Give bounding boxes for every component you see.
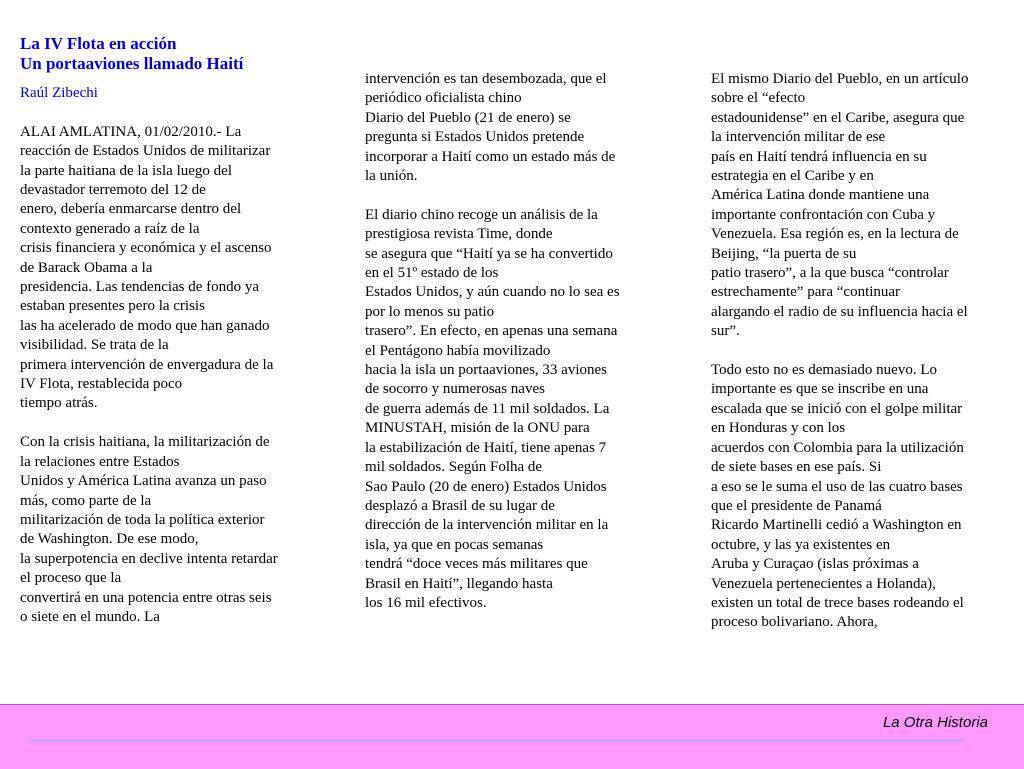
column-3-body [711, 70, 968, 633]
text-line: visibilidad. Se trata de la [20, 337, 169, 354]
text-line: primera intervención de envergadura de la [20, 356, 274, 373]
text-line: de socorro y numerosas naves [365, 381, 545, 398]
article-author: Raúl Zibechi [20, 85, 98, 101]
text-line [20, 414, 278, 433]
text-line: Ricardo Martinelli cedió a Washington en [711, 517, 962, 534]
text-line: la intervención militar de ese [711, 129, 886, 146]
article-title-line-1: La IV Flota en acción [20, 34, 177, 53]
column-2-body [365, 70, 620, 613]
text-line: incorporar a Haití como un estado más de [365, 148, 616, 165]
text-line [711, 342, 968, 361]
text-line: Diario del Pueblo (21 de enero) se [365, 109, 571, 126]
article-title-line-2: Un portaaviones llamado Haití [20, 54, 244, 73]
text-line: prestigiosa revista Time, donde [365, 226, 553, 243]
text-line: en Honduras y con los [711, 420, 846, 437]
text-line: devastador terremoto del 12 de [20, 182, 206, 199]
text-line: por lo menos su patio [365, 303, 495, 320]
footer-label: La Otra Historia [882, 714, 988, 731]
text-line: Venezuela pertenecientes a Holanda), [711, 575, 936, 592]
text-line: Unidos y América Latina avanza un paso [20, 473, 267, 490]
text-line: patio trasero”, a la que busca “controlar [711, 265, 949, 282]
text-line: militarización de toda la política exterior [20, 511, 265, 528]
text-line: la estabilización de Haití, tiene apenas 7 [365, 439, 607, 456]
text-line: de Barack Obama a la [20, 259, 153, 276]
text-line: crisis financiera y económica y el ascenso [20, 240, 272, 257]
text-line: desplazó a Brasil de su lugar de [365, 497, 555, 514]
article-column-3 [711, 70, 968, 633]
text-line: tendrá “doce veces más militares que [365, 556, 588, 573]
text-line: estadounidense” en el Caribe, asegura que [711, 109, 965, 126]
text-line: hacia la isla un portaaviones, 33 aviones [365, 362, 608, 379]
text-line: los 16 mil efectivos. [365, 594, 487, 611]
text-line: sur”. [711, 323, 740, 340]
text-line: a eso se le suma el uso de las cuatro bases [711, 478, 963, 495]
text-line: las ha acelerado de modo que han ganado [20, 317, 270, 334]
text-line: estrategia en el Caribe y en [711, 168, 874, 185]
text-line: Con la crisis haitiana, la militarización de [20, 434, 270, 451]
text-line: convertirá en una potencia entre otras seis [20, 589, 272, 606]
text-line: el proceso que la [20, 570, 122, 587]
text-line: escalada que se inició con el golpe militar [711, 400, 963, 417]
text-line: periódico oficialista chino [365, 90, 522, 107]
text-line: la superpotencia en declive intenta retardar [20, 550, 278, 567]
article-column-1 [20, 34, 278, 627]
text-line: mil soldados. Según Folha de [365, 459, 543, 476]
text-line: tiempo atrás. [20, 395, 98, 412]
text-line: Venezuela. Esa región es, en la lectura de [711, 226, 959, 243]
text-line: Brasil en Haití”, llegando hasta [365, 575, 553, 592]
text-line: reacción de Estados Unidos de militarizar [20, 143, 271, 160]
text-line: la unión. [365, 168, 418, 185]
text-line: Aruba y Curaçao (islas próximas a [711, 556, 919, 573]
text-line: de guerra además de 11 mil soldados. La [365, 400, 610, 417]
text-line: la parte haitiana de la isla luego del [20, 162, 232, 179]
text-line: o siete en el mundo. La [20, 608, 160, 625]
text-line: trasero”. En efecto, en apenas una semana [365, 323, 618, 340]
text-line: Estados Unidos, y aún cuando no lo sea es [365, 284, 620, 301]
text-line: sobre el “efecto [711, 90, 806, 107]
text-line: intervención es tan desembozada, que el [365, 71, 607, 87]
column-1-body [20, 123, 278, 628]
text-line: octubre, y las ya existentes en [711, 536, 891, 553]
text-line: MINUSTAH, misión de la ONU para [365, 420, 590, 437]
text-line: la relaciones entre Estados [20, 453, 180, 470]
text-line: pregunta si Estados Unidos pretende [365, 129, 585, 146]
text-line: Beijing, “la puerta de su [711, 245, 857, 262]
article-column-2 [365, 70, 620, 613]
text-line: estrechamente” para “continuar [711, 284, 901, 301]
text-line: IV Flota, restablecida poco [20, 376, 183, 393]
text-line: Todo esto no es demasiado nuevo. Lo [711, 362, 937, 379]
text-line: enero, debería enmarcarse dentro del [20, 201, 242, 218]
text-line: importante confrontación con Cuba y [711, 206, 936, 223]
text-line: importante es que se inscribe en una [711, 381, 929, 398]
footer-bar [0, 704, 1024, 769]
text-line: ALAI AMLATINA, 01/02/2010.- La [20, 123, 242, 140]
text-line: acuerdos con Colombia para la utilización [711, 439, 964, 456]
text-line [365, 186, 620, 205]
text-line: El diario chino recoge un análisis de la [365, 206, 598, 223]
spacer [20, 103, 278, 122]
text-line: estaban presentes pero la crisis [20, 298, 205, 315]
text-line: existen un total de trece bases rodeando el [711, 594, 964, 611]
text-line: Sao Paulo (20 de enero) Estados Unidos [365, 478, 607, 495]
text-line: El mismo Diario del Pueblo, en un artículo [711, 71, 969, 87]
text-line: alargando el radio de su influencia hacia el [711, 303, 968, 320]
text-line: isla, ya que en pocas semanas [365, 536, 544, 553]
text-line: de Washington. De ese modo, [20, 531, 199, 548]
text-line: más, como parte de la [20, 492, 152, 509]
footer-divider [30, 740, 963, 741]
text-line: América Latina donde mantiene una [711, 187, 930, 204]
text-line: el Pentágono había movilizado [365, 342, 551, 359]
text-line: se asegura que “Haití ya se ha convertido [365, 245, 613, 262]
text-line: que el presidente de Panamá [711, 497, 882, 514]
text-line: país en Haití tendrá influencia en su [711, 148, 927, 165]
text-line: proceso bolivariano. Ahora, [711, 614, 878, 631]
text-line: presidencia. Las tendencias de fondo ya [20, 279, 260, 296]
text-line: dirección de la intervención militar en la [365, 517, 609, 534]
text-line: de siete bases en ese país. Si [711, 459, 882, 476]
text-line: contexto generado a raíz de la [20, 220, 200, 237]
text-line: en el 51º estado de los [365, 265, 499, 282]
